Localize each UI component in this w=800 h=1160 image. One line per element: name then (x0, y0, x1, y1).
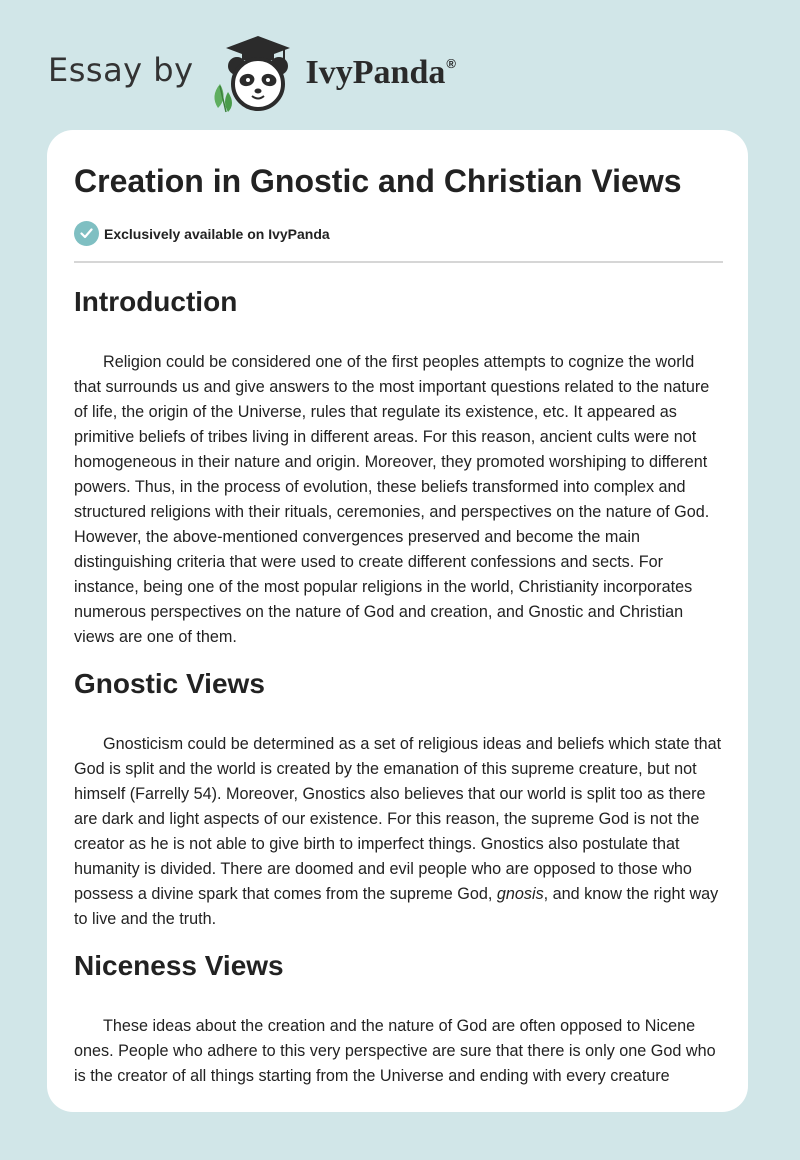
exclusive-badge (74, 221, 330, 246)
panda-logo-icon (208, 34, 300, 114)
emphasis-term: gnosis (496, 885, 544, 903)
brand-name-text: IvyPanda (305, 54, 446, 91)
brand-header (48, 34, 456, 114)
brand-name (306, 54, 456, 92)
title-divider (74, 261, 723, 263)
section-introduction (74, 280, 724, 650)
section-heading: Niceness Views (74, 950, 284, 981)
section-paragraph: Religion could be considered one of the first peoples attempts to cognize the world that surrounds us and give answers to the most important questions related to the nature of life, the origin of the Universe, rules that regulate its existence, etc. It appeared as primitive beliefs of tribes living in different areas. For this reason, ancient cults were not homogeneous in their nature and origin. Moreover, they promoted worshiping to different powers. Thus, in the process of evolution, these beliefs transformed into complex and structured religions with their rituals, ceremonies, and perspectives on the nature of God. However, the above-mentioned convergences preserved and become the main distinguishing criteria that were used to create different confessions and sects. For instance, being one of the most popular religions in the world, Christianity incorporates numerous perspectives on the nature of God and creation, and Gnostic and Christian views are one of them. (74, 353, 710, 646)
section-heading: Introduction (74, 286, 238, 317)
paragraph-text-end: , and know the right way to live and the truth. (74, 885, 719, 928)
section-niceness-views (74, 944, 724, 1089)
section-gnostic-views (74, 662, 724, 932)
essay-title: Creation in Gnostic and Christian Views (74, 163, 682, 199)
paragraph-text-start: Gnosticism could be determined as a set of religious ideas and beliefs which state that God is split and the world is created by the emanation of this supreme creature, but not himself (Farrelly 54). Moreover, Gnostics also believes that our world is split too as there are dark and light aspects of our existence. For this reason, the supreme God is not the creator as he is not able to give birth to imperfect things. Gnostics also postulate that humanity is divided. There are doomed and evil people who are opposed to those who possess a divine spark that comes from the supreme God, (74, 735, 722, 903)
essay-card (47, 130, 748, 1112)
check-circle-icon (74, 221, 99, 246)
essay-body (74, 280, 724, 1101)
registered-mark: ® (446, 56, 456, 71)
exclusive-badge-label: Exclusively available on IvyPanda (104, 225, 330, 242)
section-paragraph (74, 732, 724, 932)
section-paragraph: These ideas about the creation and the nature of God are often opposed to Nicene ones. People who adhere to this very perspective are sure that there is only one God who is the creator of all things starting from the Universe and ending with every creature (74, 1017, 716, 1085)
section-heading: Gnostic Views (74, 668, 265, 699)
brand-prefix: Essay by (48, 51, 194, 89)
